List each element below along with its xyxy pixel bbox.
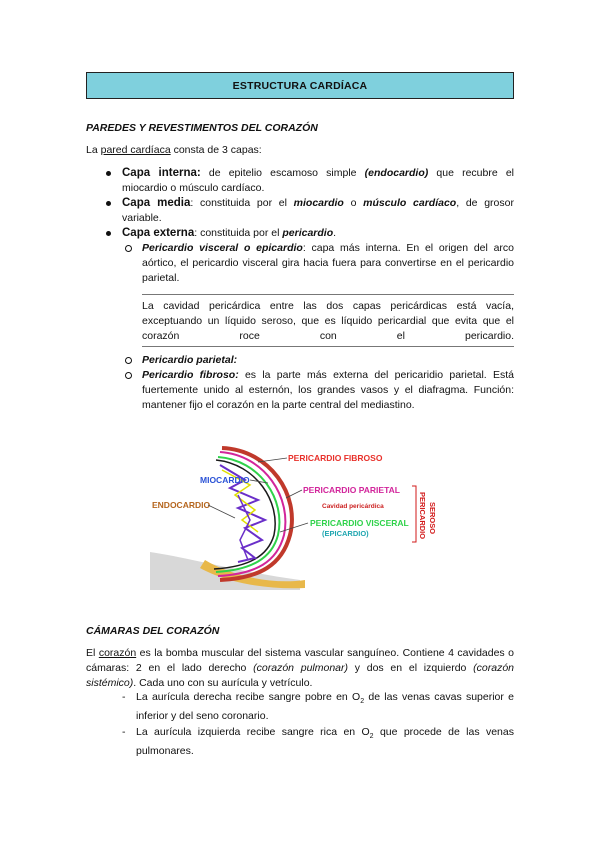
label-myocardium: MIOCARDIO (200, 475, 250, 485)
label-endocardium: ENDOCARDIO (152, 500, 211, 510)
label-epicardium: (EPICARDIO) (322, 529, 369, 538)
pericardium-list-2 (120, 353, 514, 413)
label-serous-2: SEROSO (428, 502, 437, 535)
pericardium-list (120, 241, 514, 286)
pared-cardiaca-term: pared cardíaca (100, 144, 171, 156)
label-serous-1: PERICARDIO (418, 492, 427, 540)
layers-list (86, 166, 514, 413)
list-item: Capa externa: constituida por el pericardio. Pericardio visceral o epicardio: capa más interna. En el origen del arco aórtico, el pericardio visceral gira hacia fuera para convertirse en el pericardio parietal. La cavidad pericárdica entre las dos capas pericárdicas está vacía, exceptuando un líquido seroso, que es líquido pericardial que evita que el corazón roce con el pericardio. Pericardio parietal: Pericardio fibroso: es la parte más externa del pericaridio parietal. Está fuertemente unido al esternón, los grandes vasos y el diafragma. Función: mantener fijo el corazón en la parte central del mediastino. (86, 226, 514, 413)
section-heading-chambers: CÁMARAS DEL CORAZÓN (86, 625, 220, 637)
serous-bracket (412, 486, 416, 542)
chambers-paragraph: El corazón es la bomba muscular del sistema vascular sanguíneo. Contiene 4 cavidades o cámaras: 2 en el lado derecho (corazón pulmonar) y dos en el izquierdo (corazón sistémico). Cada uno con su aurícula y vetrículo. (86, 647, 514, 689)
section-heading-walls: PAREDES Y REVESTIMENTOS DEL CORAZÓN (86, 122, 318, 134)
atria-list (86, 690, 514, 758)
intro-paragraph: La pared cardíaca consta de 3 capas: (86, 144, 262, 156)
list-item: Pericardio visceral o epicardio: capa más interna. En el origen del arco aórtico, el pericardio visceral gira hacia fuera para convertirse en el pericardio parietal. (120, 241, 514, 286)
list-item: Capa media: constituida por el miocardio o músculo cardíaco, de grosor variable. (86, 196, 514, 226)
label-visceral: PERICARDIO VISCERAL (310, 518, 409, 528)
list-item: Capa interna: de epitelio escamoso simple (endocardio) que recubre el miocardio o músculo cardíaco. (86, 166, 514, 196)
label-cavity: Cavidad pericárdica (322, 503, 384, 510)
label-parietal: PERICARDIO PARIETAL (303, 485, 400, 495)
document-title: ESTRUCTURA CARDÍACA (86, 72, 514, 99)
corazon-term: corazón (98, 647, 137, 659)
list-item: Pericardio fibroso: es la parte más externa del pericaridio parietal. Está fuertemente unido al esternón, los grandes vasos y el diafragma. Función: mantener fijo el corazón en la parte central del mediastino. (120, 368, 514, 413)
leader-line (208, 505, 235, 518)
list-item: - La aurícula izquierda recibe sangre rica en $O_2$ que procede de las venas pulmonares. (86, 725, 514, 758)
heart-wall-diagram (150, 440, 450, 590)
pericardial-cavity-note: La cavidad pericárdica entre las dos capas pericárdicas está vacía, exceptuando un líquido seroso, que es líquido pericardial que evita que el corazón roce con el pericardio. (142, 294, 514, 347)
fibrous-layer-arc (220, 448, 292, 580)
label-fibrous: PERICARDIO FIBROSO (288, 453, 383, 463)
list-item: Pericardio parietal: (120, 353, 514, 368)
list-item: - La aurícula derecha recibe sangre pobre en $O_2$ de las venas cavas superior e inferior y del seno coronario. (86, 690, 514, 723)
